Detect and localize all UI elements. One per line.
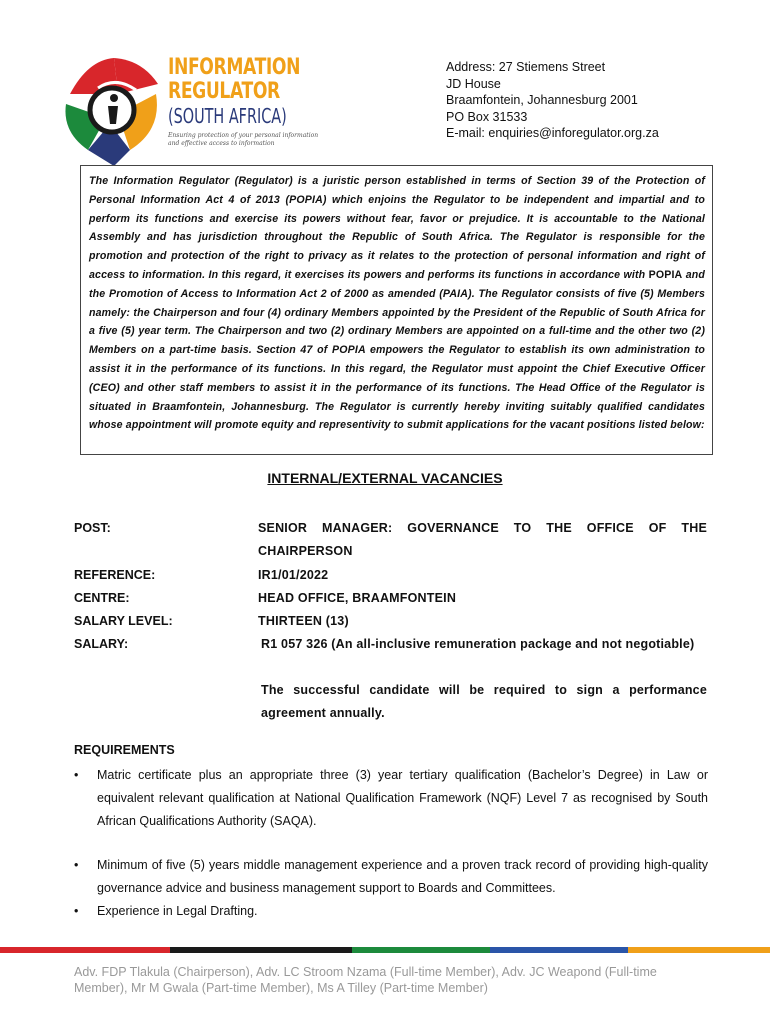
address-po-box: PO Box 31533 bbox=[446, 109, 528, 124]
salary-value: R1 057 326 (An all-inclusive remuneration package and not negotiable) bbox=[261, 637, 695, 651]
information-regulator-logo bbox=[58, 54, 319, 166]
salary-note: The successful candidate will be required to sign a performance agreement annually. bbox=[261, 683, 707, 720]
logo-tagline-1: Ensuring protection of your personal information bbox=[168, 132, 319, 139]
requirement-text: Minimum of five (5) years middle management experience and a proven track record of providing high-quality governance advice and business management support to Boards and Committees. bbox=[97, 858, 708, 895]
address-city: Braamfontein, Johannesburg 2001 bbox=[446, 93, 638, 107]
requirement-item bbox=[74, 764, 708, 833]
salary-label: SALARY: bbox=[74, 637, 129, 651]
bullet-icon: • bbox=[74, 768, 79, 782]
vacancies-heading: INTERNAL/EXTERNAL VACANCIES bbox=[267, 470, 503, 486]
bullet-icon: • bbox=[74, 858, 79, 872]
footer-members: Adv. FDP Tlakula (Chairperson), Adv. LC Stroom Nzama (Full-time Member), Adv. JC Weapond (Full-time Member), Mr M Gwala (Part-time Member), Ms A Tilley (Part-time Member) bbox=[74, 965, 657, 995]
requirement-item bbox=[74, 900, 708, 923]
intro-text-popia: POPIA bbox=[648, 268, 683, 281]
stripe-blue bbox=[490, 947, 628, 953]
logo-wordmark bbox=[168, 56, 337, 148]
salary-level-label: SALARY LEVEL: bbox=[74, 614, 173, 628]
address-building: JD House bbox=[446, 76, 501, 91]
regulator-emblem-icon bbox=[58, 54, 168, 166]
stripe-green bbox=[352, 947, 490, 953]
requirement-item bbox=[74, 854, 708, 900]
footer-color-stripe bbox=[0, 947, 770, 953]
stripe-yellow bbox=[628, 947, 770, 953]
address-email[interactable]: E-mail: enquiries@inforegulator.org.za bbox=[446, 126, 659, 140]
salary-level-value: THIRTEEN (13) bbox=[258, 614, 349, 628]
stripe-black bbox=[170, 947, 352, 953]
logo-line-2: REGULATOR bbox=[168, 79, 280, 104]
centre-label: CENTRE: bbox=[74, 591, 130, 605]
address-street: Address: 27 Stiemens Street bbox=[446, 60, 606, 74]
intro-text-part-2: and the Promotion of Access to Information Act 2 of 2000 as amended (PAIA). The Regulator consists of five (5) Members namely: the Chairperson and four (4) ordinary Members appointed by the President of the Republic of South Africa for a five (5) year term. The Chairperson and two (2) ordinary Members are appointed on a full-time and the other two (2) Members on a part-time basis. Section 47 of POPIA empowers the Regulator to establish its own administration to assist it in the performance of its functions. In this regard, the Regulator must appoint the Chief Executive Officer (CEO) and other staff members to assist it in the performance of its functions. The Head Office of the Regulator is situated in Braamfontein, Johannesburg. The Regulator is currently hereby inviting suitably qualified candidates whose appointment will promote equity and representivity to submit applications for the vacant positions listed below: bbox=[89, 268, 705, 432]
requirements-list bbox=[74, 764, 708, 923]
centre-value: HEAD OFFICE, BRAAMFONTEIN bbox=[258, 591, 457, 605]
logo-line-1: INFORMATION bbox=[168, 55, 301, 80]
requirement-text: Experience in Legal Drafting. bbox=[97, 904, 258, 918]
post-value: SENIOR MANAGER: GOVERNANCE TO THE OFFICE OF THE CHAIRPERSON bbox=[258, 521, 707, 558]
intro-text-part-1: The Information Regulator (Regulator) is a juristic person established in terms of Section 39 of the Protection of Personal Information Act 4 of 2013 (POPIA) which enjoins the Regulator to be independent and impartial and to perform its functions and exercise its powers without fear, favor or prejudice. It is accountable to the National Assembly and has jurisdiction throughout the Republic of South Africa. The Regulator is responsible for the promotion and protection of the right to privacy as it relates to the protection of personal information and right of access to information. In this regard, it exercises its powers and performs its functions in accordance with bbox=[89, 175, 705, 281]
reference-value: IR1/01/2022 bbox=[258, 568, 329, 582]
stripe-red bbox=[0, 947, 170, 953]
logo-line-3: (SOUTH AFRICA) bbox=[168, 104, 287, 128]
address-block bbox=[446, 59, 659, 142]
post-label: POST: bbox=[74, 521, 111, 535]
requirement-text: Matric certificate plus an appropriate three (3) year tertiary qualification (Bachelor’s Degree) in Law or equivalent relevant qualification at National Qualification Framework (NQF) Level 7 as recognised by South African Qualifications Authority (SAQA). bbox=[97, 768, 708, 828]
intro-paragraph-box bbox=[80, 165, 713, 455]
bullet-icon: • bbox=[74, 904, 79, 918]
logo-tagline-2: and effective access to information bbox=[168, 140, 275, 147]
requirements-heading: REQUIREMENTS bbox=[74, 743, 175, 757]
reference-label: REFERENCE: bbox=[74, 568, 156, 582]
